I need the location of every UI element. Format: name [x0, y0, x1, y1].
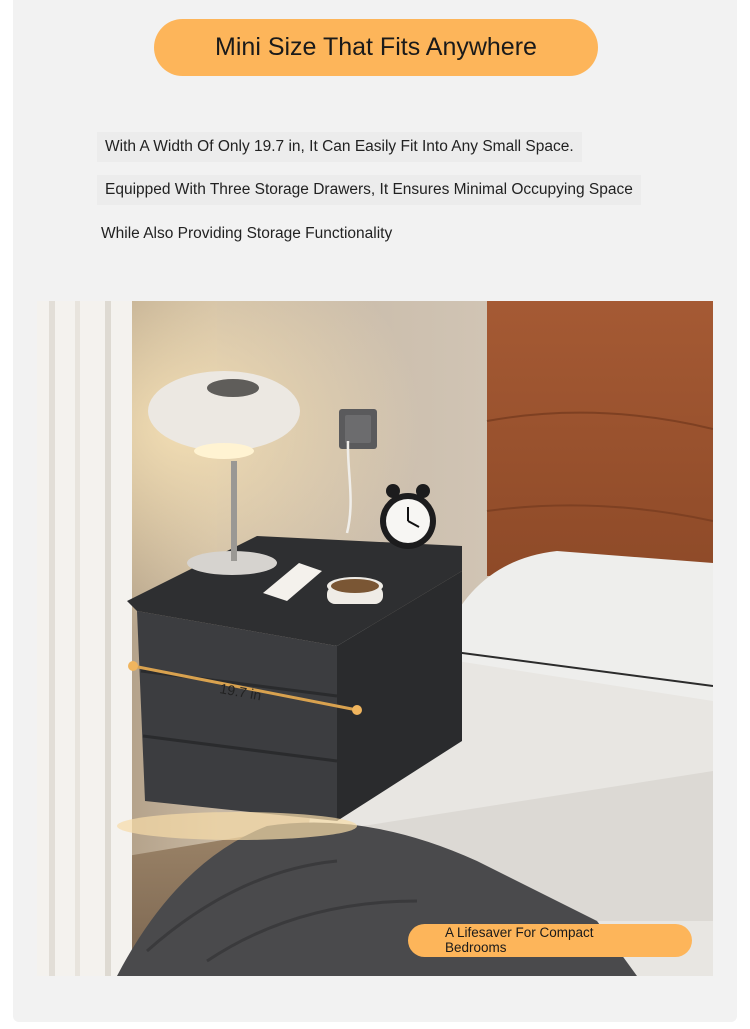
- dimension-label: 19.7 in: [218, 680, 263, 704]
- title-banner: [154, 19, 598, 76]
- product-photo: [37, 301, 713, 976]
- caption-badge: [408, 924, 692, 957]
- page-title: Mini Size That Fits Anywhere: [215, 33, 537, 61]
- bedroom-scene-illustration: [37, 301, 713, 976]
- caption-text: A Lifesaver For Compact Bedrooms: [445, 925, 594, 955]
- description-line-2: Equipped With Three Storage Drawers, It Ensures Minimal Occupying Space: [97, 175, 641, 205]
- description-line-1: With A Width Of Only 19.7 in, It Can Easily Fit Into Any Small Space.: [97, 132, 582, 162]
- description-line-3: While Also Providing Storage Functionality: [101, 225, 393, 242]
